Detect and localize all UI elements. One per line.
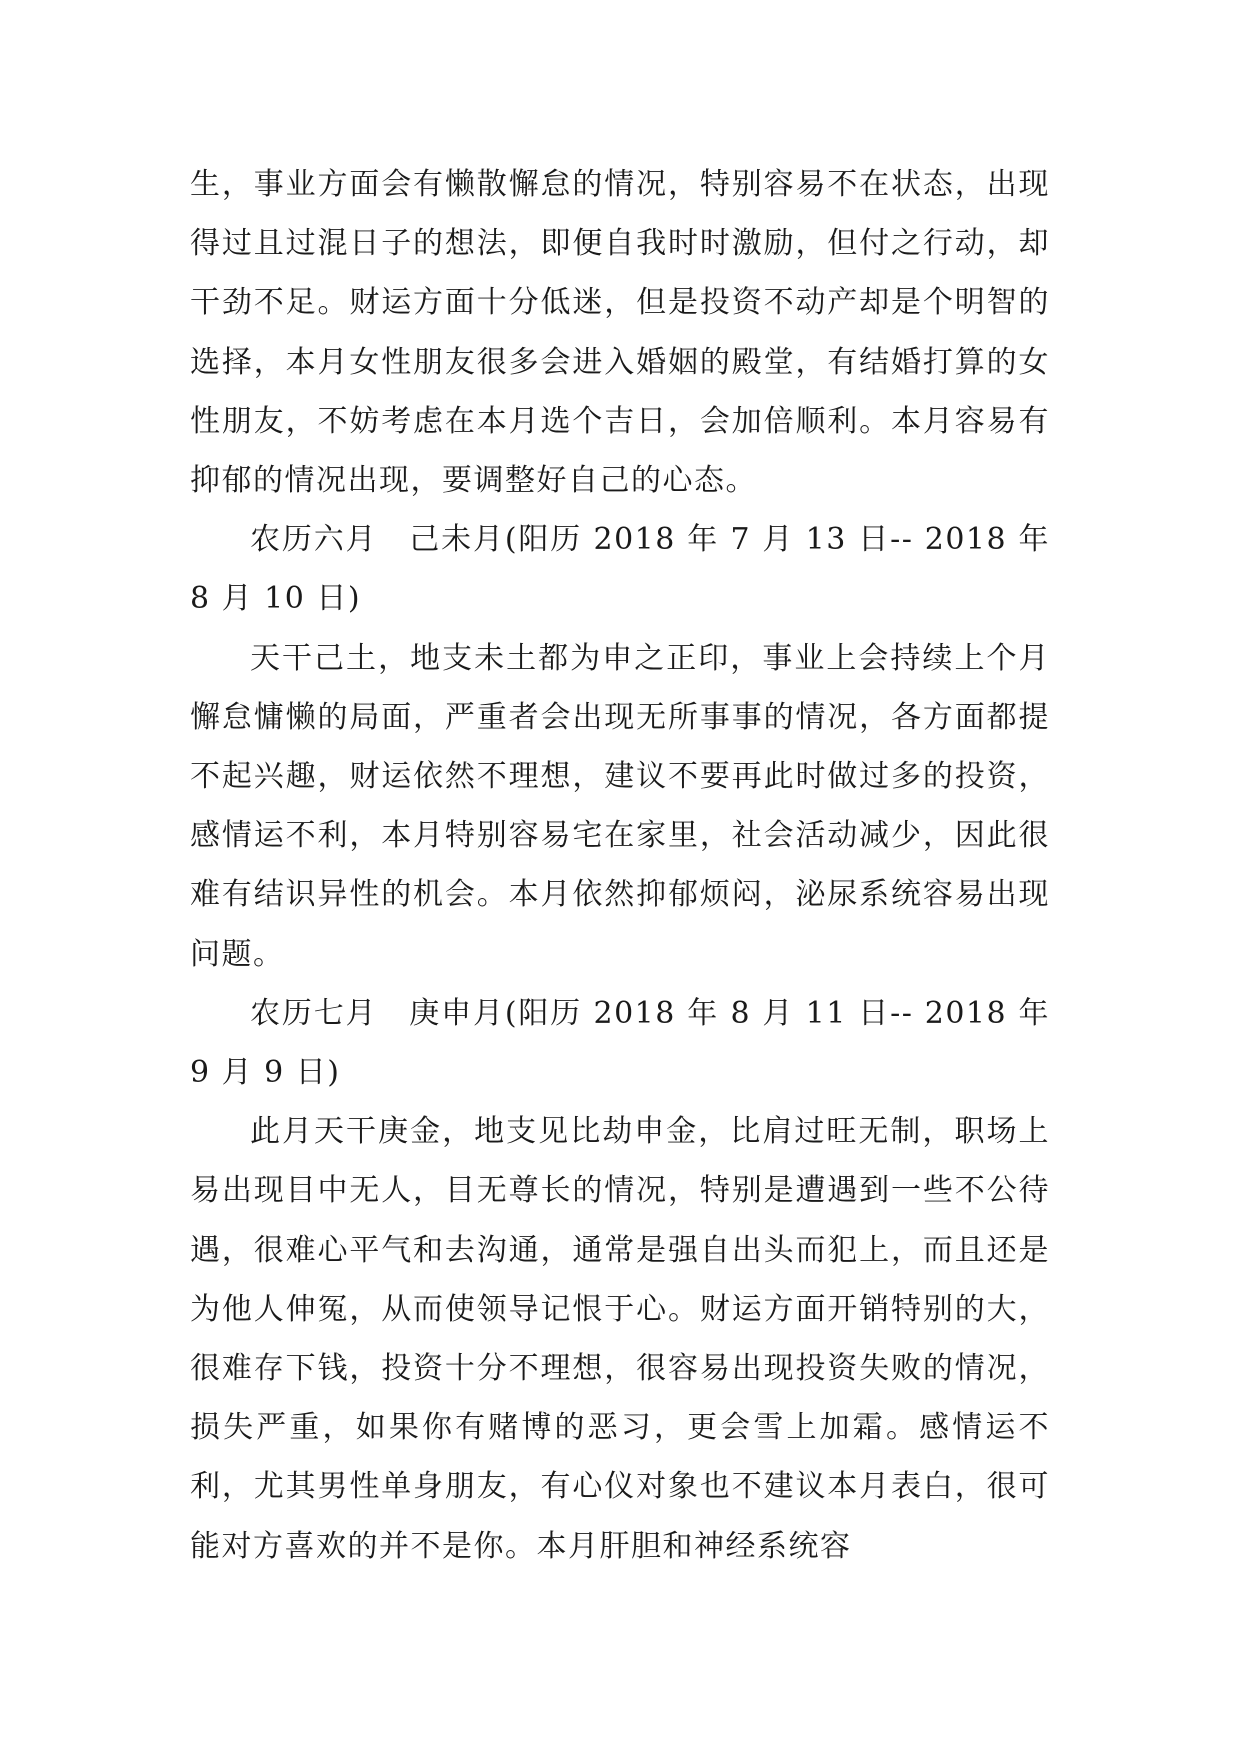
paragraph-sixth-month: 天干己土，地支未土都为申之正印，事业上会持续上个月懈怠慵懒的局面，严重者会出现无所事事的情况，各方面都提不起兴趣，财运依然不理想，建议不要再此时做过多的投资，感情运不利，本月特别容易宅在家里，社会活动减少，因此很难有结识异性的机会。本月依然抑郁烦闷，泌尿系统容易出现问题。 xyxy=(190,640,1050,972)
month-heading-sixth: 农历六月 己未月(阳历 2018 年 7 月 13 日-- 2018 年 8 月 10 日) xyxy=(190,522,1050,617)
month-heading-seventh: 农历七月 庚申月(阳历 2018 年 8 月 11 日-- 2018 年 9 月 9 日) xyxy=(190,995,1050,1091)
document-page xyxy=(190,155,1050,1576)
paragraph-continuation: 生，事业方面会有懒散懈怠的情况，特别容易不在状态，出现得过且过混日子的想法，即便自我时时激励，但付之行动，却干劲不足。财运方面十分低迷，但是投资不动产却是个明智的选择，本月女性朋友很多会进入婚姻的殿堂，有结婚打算的女性朋友，不妨考虑在本月选个吉日，会加倍顺利。本月容易有抑郁的情况出现，要调整好自己的心态。 xyxy=(190,167,1050,499)
paragraph-seventh-month: 此月天干庚金，地支见比劫申金，比肩过旺无制，职场上易出现目中无人，目无尊长的情况，特别是遭遇到一些不公待遇，很难心平气和去沟通，通常是强自出头而犯上，而且还是为他人伸冤，从而使领导记恨于心。财运方面开销特别的大，很难存下钱，投资十分不理想，很容易出现投资失败的情况，损失严重，如果你有赌博的恶习，更会雪上加霜。感情运不利，尤其男性单身朋友，有心仪对象也不建议本月表白，很可能对方喜欢的并不是你。本月肝胆和神经系统容 xyxy=(190,1114,1050,1564)
